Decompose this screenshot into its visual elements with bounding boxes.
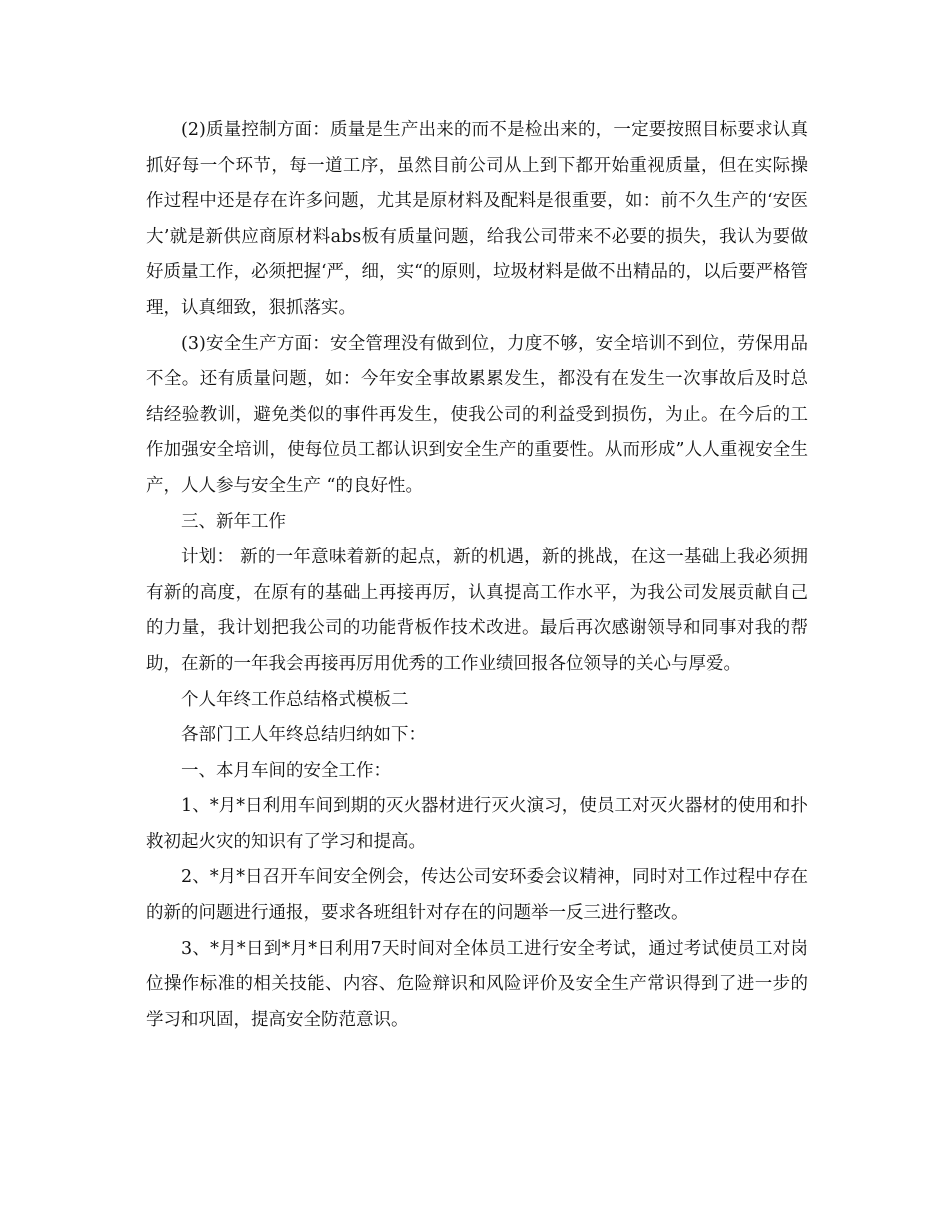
heading-workshop-safety: 一、本月车间的安全工作： (181, 760, 391, 781)
document-body (146, 113, 808, 1038)
heading-new-year-work: 三、新年工作 (181, 511, 286, 532)
paragraph-quality-control: (2)质量控制方面：质量是生产出来的而不是检出来的，一定要按照目标要求认真抓好每一个环节，每一道工序，虽然目前公司从上到下都开始重视质量，但在实际操作过程中还是存在许多问题，尤其是原材料及配料是很重要，如：前不久生产的‘安医大’就是新供应商原材料abs板有质量问题，给我公司带来不必要的损失，我认为要做好质量工作，必须把握‘严，细，实“的原则，垃圾材料是做不出精品的，以后要严格管理，认真细致，狠抓落实。 (146, 120, 809, 318)
list-item-1: 1、*月*日利用车间到期的灭火器材进行灭火演习，使员工对灭火器材的使用和扑救初起火灾的知识有了学习和提高。 (146, 796, 808, 852)
paragraph-summary-intro: 各部门工人年终总结归纳如下： (181, 725, 426, 746)
heading-template-two: 个人年终工作总结格式模板二 (181, 689, 409, 710)
list-item-3: 3、*月*日到*月*日利用7天时间对全体员工进行安全考试，通过考试使员工对岗位操作标准的相关技能、内容、危险辩识和风险评价及安全生产常识得到了进一步的学习和巩固，提高安全防范意识。 (146, 938, 808, 1030)
paragraph-safety-production: (3)安全生产方面：安全管理没有做到位，力度不够，安全培训不到位，劳保用品不全。还有质量问题，如：今年安全事故累累发生，都没有在发生一次事故后及时总结经验教训，避免类似的事件再发生，使我公司的利益受到损伤，为止。在今后的工作加强安全培训，使每位员工都认识到安全生产的重要性。从而形成”人人重视安全生产，人人参与安全生产 “的良好性。 (146, 333, 808, 496)
paragraph-plan: 计划： 新的一年意味着新的起点，新的机遇，新的挑战，在这一基础上我必须拥有新的高度，在原有的基础上再接再厉，认真提高工作水平，为我公司发展贡献自己的力量，我计划把我公司的功能背板作技术改进。最后再次感谢领导和同事对我的帮助，在新的一年我会再接再厉用优秀的工作业绩回报各位领导的关心与厚爱。 (146, 547, 808, 674)
list-item-2: 2、*月*日召开车间安全例会，传达公司安环委会议精神，同时对工作过程中存在的新的问题进行通报，要求各班组针对存在的问题举一反三进行整改。 (146, 867, 808, 924)
